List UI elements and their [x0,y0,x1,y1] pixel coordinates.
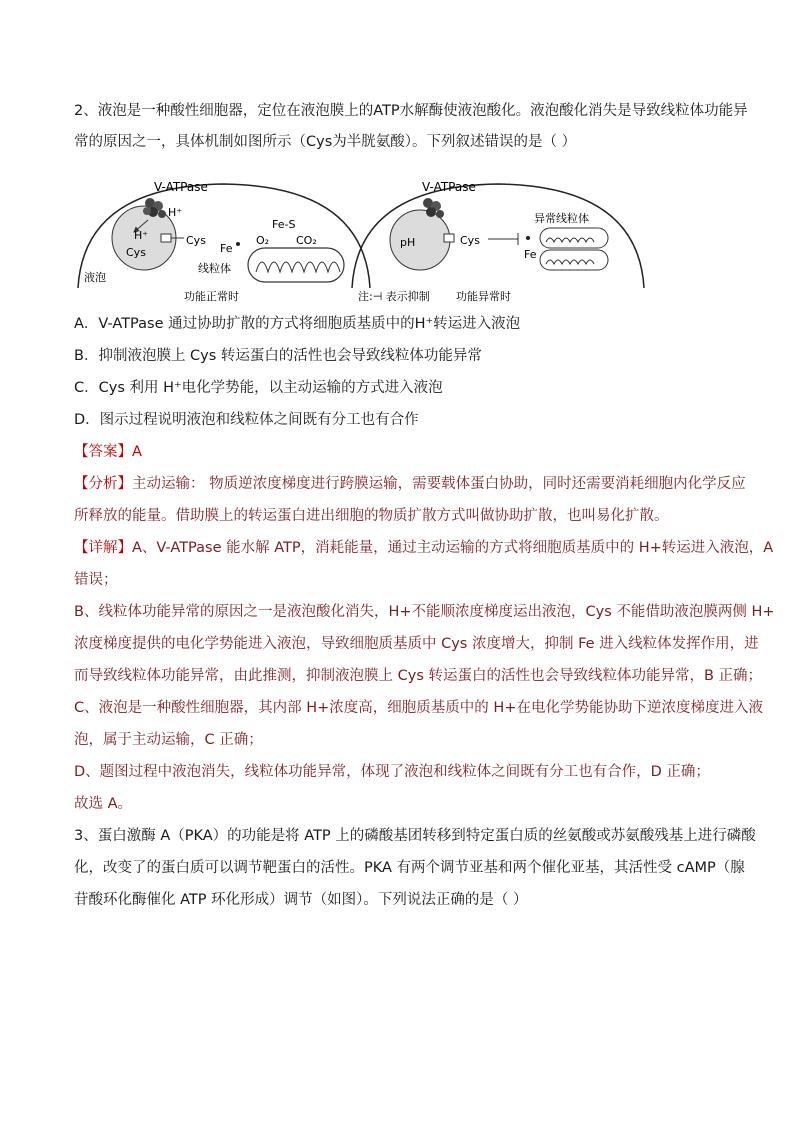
detail-line3: B、线粒体功能异常的原因之一是液泡酸化消失，H+不能顺浓度梯度运出液泡，Cys 不能借助液泡膜两侧 H+ [74,604,775,620]
answer-tag: 【答案】 [74,444,132,460]
analysis-line1: 【分析】主动运输： 物质逆浓度梯度进行跨膜运输，需要载体蛋白协助，同时还需要消耗细胞内化学反应 [74,476,746,492]
label-ph: pH [400,236,416,249]
label-h-in: H⁺ [134,229,149,242]
option-a: A．V-ATPase 通过协助扩散的方式将细胞质基质中的H⁺转运进入液泡 [74,316,521,332]
q3-stem-line2: 化，改变了的蛋白质可以调节靶蛋白的活性。PKA 有两个调节亚基和两个催化亚基，其活性受 cAMP（腺 [74,860,745,876]
label-cys-in: Cys [126,246,146,259]
answer-line [74,442,142,462]
caption-abnormal: 功能异常时 [456,290,511,302]
q2-stem-line1: 2、液泡是一种酸性细胞器，定位在液泡膜上的ATP水解酶使液泡酸化。液泡酸化消失是导致线粒体功能异 [74,103,748,119]
analysis-line2: 所释放的能量。借助膜上的转运蛋白进出细胞的物质扩散方式叫做协助扩散，也叫易化扩散。 [74,508,669,524]
label-cys-out: Cys [186,234,206,247]
q3-stem-line1: 3、蛋白激酶 A（PKA）的功能是将 ATP 上的磷酸基团转移到特定蛋白质的丝氨酸或苏氨酸残基上进行磷酸 [74,828,756,844]
option-c: C．Cys 利用 H⁺电化学势能，以主动运输的方式进入液泡 [74,380,443,396]
q2-stem-line2: 常的原因之一，具体机制如图所示（Cys为半胱氨酸）。下列叙述错误的是（ ） [74,134,577,150]
detail-line6: C、液泡是一种酸性细胞器，其内部 H+浓度高，细胞质基质中的 H+在电化学势能协助下逆浓度梯度进入液 [74,700,763,716]
detail-line2: 错误； [74,572,118,588]
label-fes: Fe-S [272,218,296,231]
label-co2: CO₂ [296,234,317,247]
label-cys-2: Cys [460,234,480,247]
label-vatpase: V-ATPase [154,180,208,194]
figure-abnormal [348,176,648,302]
detail-line5: 而导致线粒体功能异常，由此推测，抑制液泡膜上 Cys 转运蛋白的活性也会导致线粒体功能异常，B 正确； [74,668,763,684]
label-vatpase-2: V-ATPase [422,180,476,194]
inhibit-note: 注:⊣ 表示抑制 [358,290,430,302]
label-mito: 线粒体 [198,262,231,275]
label-abnormal-mito: 异常线粒体 [534,212,589,225]
detail-line4: 浓度梯度提供的电化学势能进入液泡，导致细胞质基质中 Cys 浓度增大，抑制 Fe 进入线粒体发挥作用，进 [74,636,759,652]
label-vacuole: 液泡 [84,271,106,284]
label-h-out: H⁺ [168,206,183,219]
option-b: B．抑制液泡膜上 Cys 转运蛋白的活性也会导致线粒体功能异常 [74,348,482,364]
detail-line8: D、题图过程中液泡消失，线粒体功能异常，体现了液泡和线粒体之间既有分工也有合作，D 正确； [74,764,710,780]
answer-value: A [132,444,142,460]
label-fe: Fe [220,242,233,255]
detail-tag: 【详解】 [74,540,132,556]
figure-normal [74,176,374,302]
detail-line7: 泡，属于主动运输，C 正确； [74,732,263,748]
caption-normal: 功能正常时 [184,290,239,302]
option-d: D．图示过程说明液泡和线粒体之间既有分工也有合作 [74,412,419,428]
detail-line9: 故选 A。 [74,796,133,812]
detail-line1: 【详解】A、V-ATPase 能水解 ATP，消耗能量，通过主动运输的方式将细胞质基质中的 H+转运进入液泡，A [74,540,774,556]
mitochondrion-icon [248,248,344,282]
analysis-tag: 【分析】 [74,476,132,492]
abnormal-mitochondria-icon [540,228,608,270]
q3-stem-line3: 苷酸环化酶催化 ATP 环化形成）调节（如图）。下列说法正确的是（ ） [74,892,528,908]
label-o2: O₂ [256,234,270,247]
label-fe-2: Fe [524,248,537,261]
